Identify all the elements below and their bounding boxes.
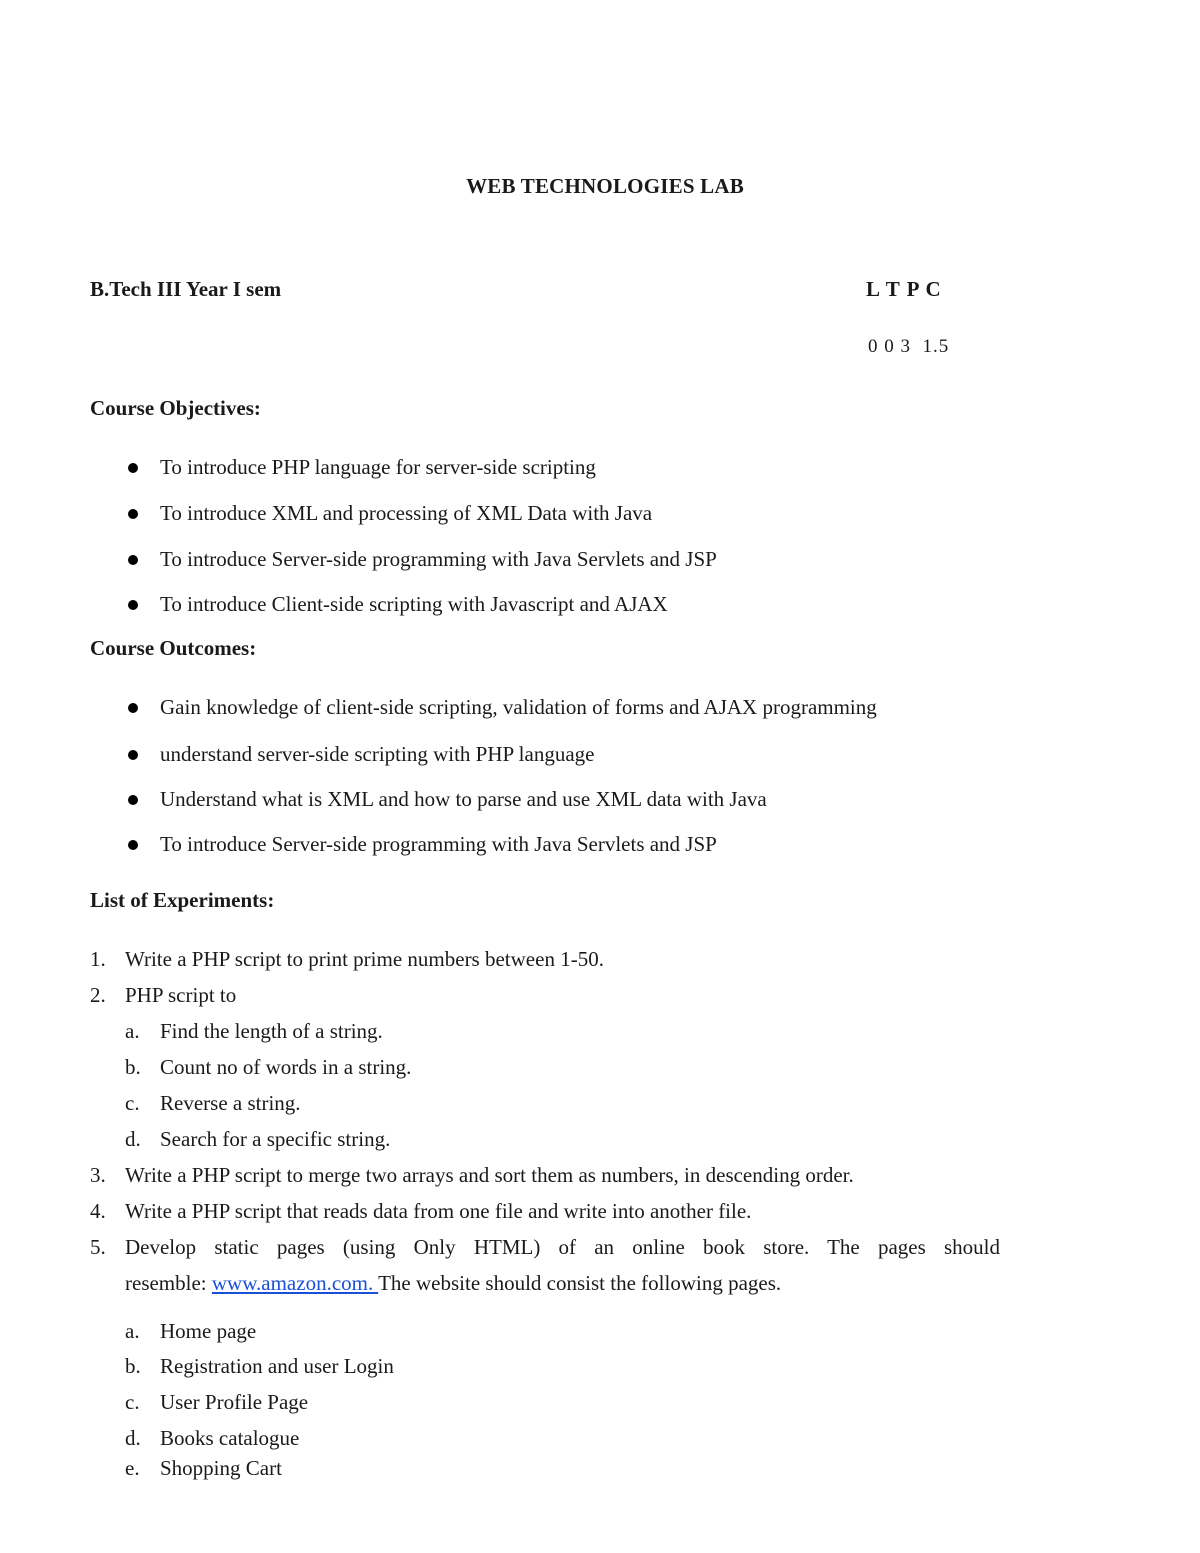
sub-item-text: User Profile Page	[160, 1390, 309, 1414]
item-number: 2.	[90, 983, 106, 1007]
item-text-line1: Develop static pages (using Only HTML) of an online book store. The pages should	[125, 1235, 1000, 1259]
objectives-heading: Course Objectives:	[90, 396, 261, 420]
list-item-text: Understand what is XML and how to parse and use XML data with Java	[160, 787, 767, 811]
bullet-icon	[128, 795, 138, 805]
sub-item-text: Shopping Cart	[160, 1456, 282, 1480]
list-item-text: understand server-side scripting with PHP language	[160, 742, 595, 766]
item-text-prefix: resemble:	[125, 1271, 212, 1295]
item-number: 5.	[90, 1235, 106, 1259]
course-line: B.Tech III Year I sem	[90, 277, 282, 301]
bullet-icon	[128, 840, 138, 850]
sub-item-text: Home page	[160, 1319, 257, 1343]
list-item-text: To introduce Client-side scripting with Javascript and AJAX	[160, 592, 668, 616]
sub-item-text: Find the length of a string.	[160, 1019, 383, 1043]
list-item-text: To introduce Server-side programming with Java Servlets and JSP	[160, 547, 717, 571]
bullet-icon	[128, 555, 138, 565]
outcomes-heading: Course Outcomes:	[90, 636, 257, 660]
list-item-text: To introduce PHP language for server-side scripting	[160, 455, 596, 479]
list-item-text: Gain knowledge of client-side scripting, validation of forms and AJAX programming	[160, 695, 877, 719]
item-number: 3.	[90, 1163, 106, 1187]
item-text: PHP script to	[125, 983, 237, 1007]
list-item-text: To introduce XML and processing of XML Data with Java	[160, 501, 653, 525]
sub-item-letter: d.	[125, 1426, 141, 1450]
sub-item-text: Books catalogue	[160, 1426, 300, 1450]
item-number: 4.	[90, 1199, 106, 1223]
ltpc-header: L T P C	[866, 277, 942, 301]
sub-item-letter: c.	[125, 1390, 140, 1414]
sub-item-letter: c.	[125, 1091, 140, 1115]
sub-item-text: Search for a specific string.	[160, 1127, 391, 1151]
sub-item-letter: a.	[125, 1019, 140, 1043]
amazon-link[interactable]: www.amazon.com.	[211, 1271, 379, 1295]
sub-item-letter: d.	[125, 1127, 141, 1151]
experiments-heading: List of Experiments:	[90, 888, 275, 912]
bullet-icon	[128, 509, 138, 519]
bullet-icon	[128, 600, 138, 610]
sub-item-text: Reverse a string.	[160, 1091, 301, 1115]
sub-item-letter: b.	[125, 1055, 141, 1079]
bullet-icon	[128, 703, 138, 713]
sub-item-letter: e.	[125, 1456, 140, 1480]
bullet-icon	[128, 750, 138, 760]
document-title: WEB TECHNOLOGIES LAB	[466, 174, 744, 198]
item-number: 1.	[90, 947, 106, 971]
ltpc-values: 0 0 3 1.5	[868, 336, 950, 357]
sub-item-text: Registration and user Login	[160, 1354, 394, 1378]
bullet-icon	[128, 463, 138, 473]
item-text-suffix: The website should consist the following pages.	[378, 1271, 782, 1295]
sub-item-text: Count no of words in a string.	[160, 1055, 412, 1079]
item-text: Write a PHP script to merge two arrays and sort them as numbers, in descending order.	[125, 1163, 854, 1187]
item-text: Write a PHP script that reads data from one file and write into another file.	[125, 1199, 752, 1223]
item-text-line2	[125, 1271, 781, 1296]
sub-item-letter: a.	[125, 1319, 140, 1343]
list-item-text: To introduce Server-side programming with Java Servlets and JSP	[160, 832, 717, 856]
item-text: Write a PHP script to print prime numbers between 1-50.	[125, 947, 604, 971]
sub-item-letter: b.	[125, 1354, 141, 1378]
